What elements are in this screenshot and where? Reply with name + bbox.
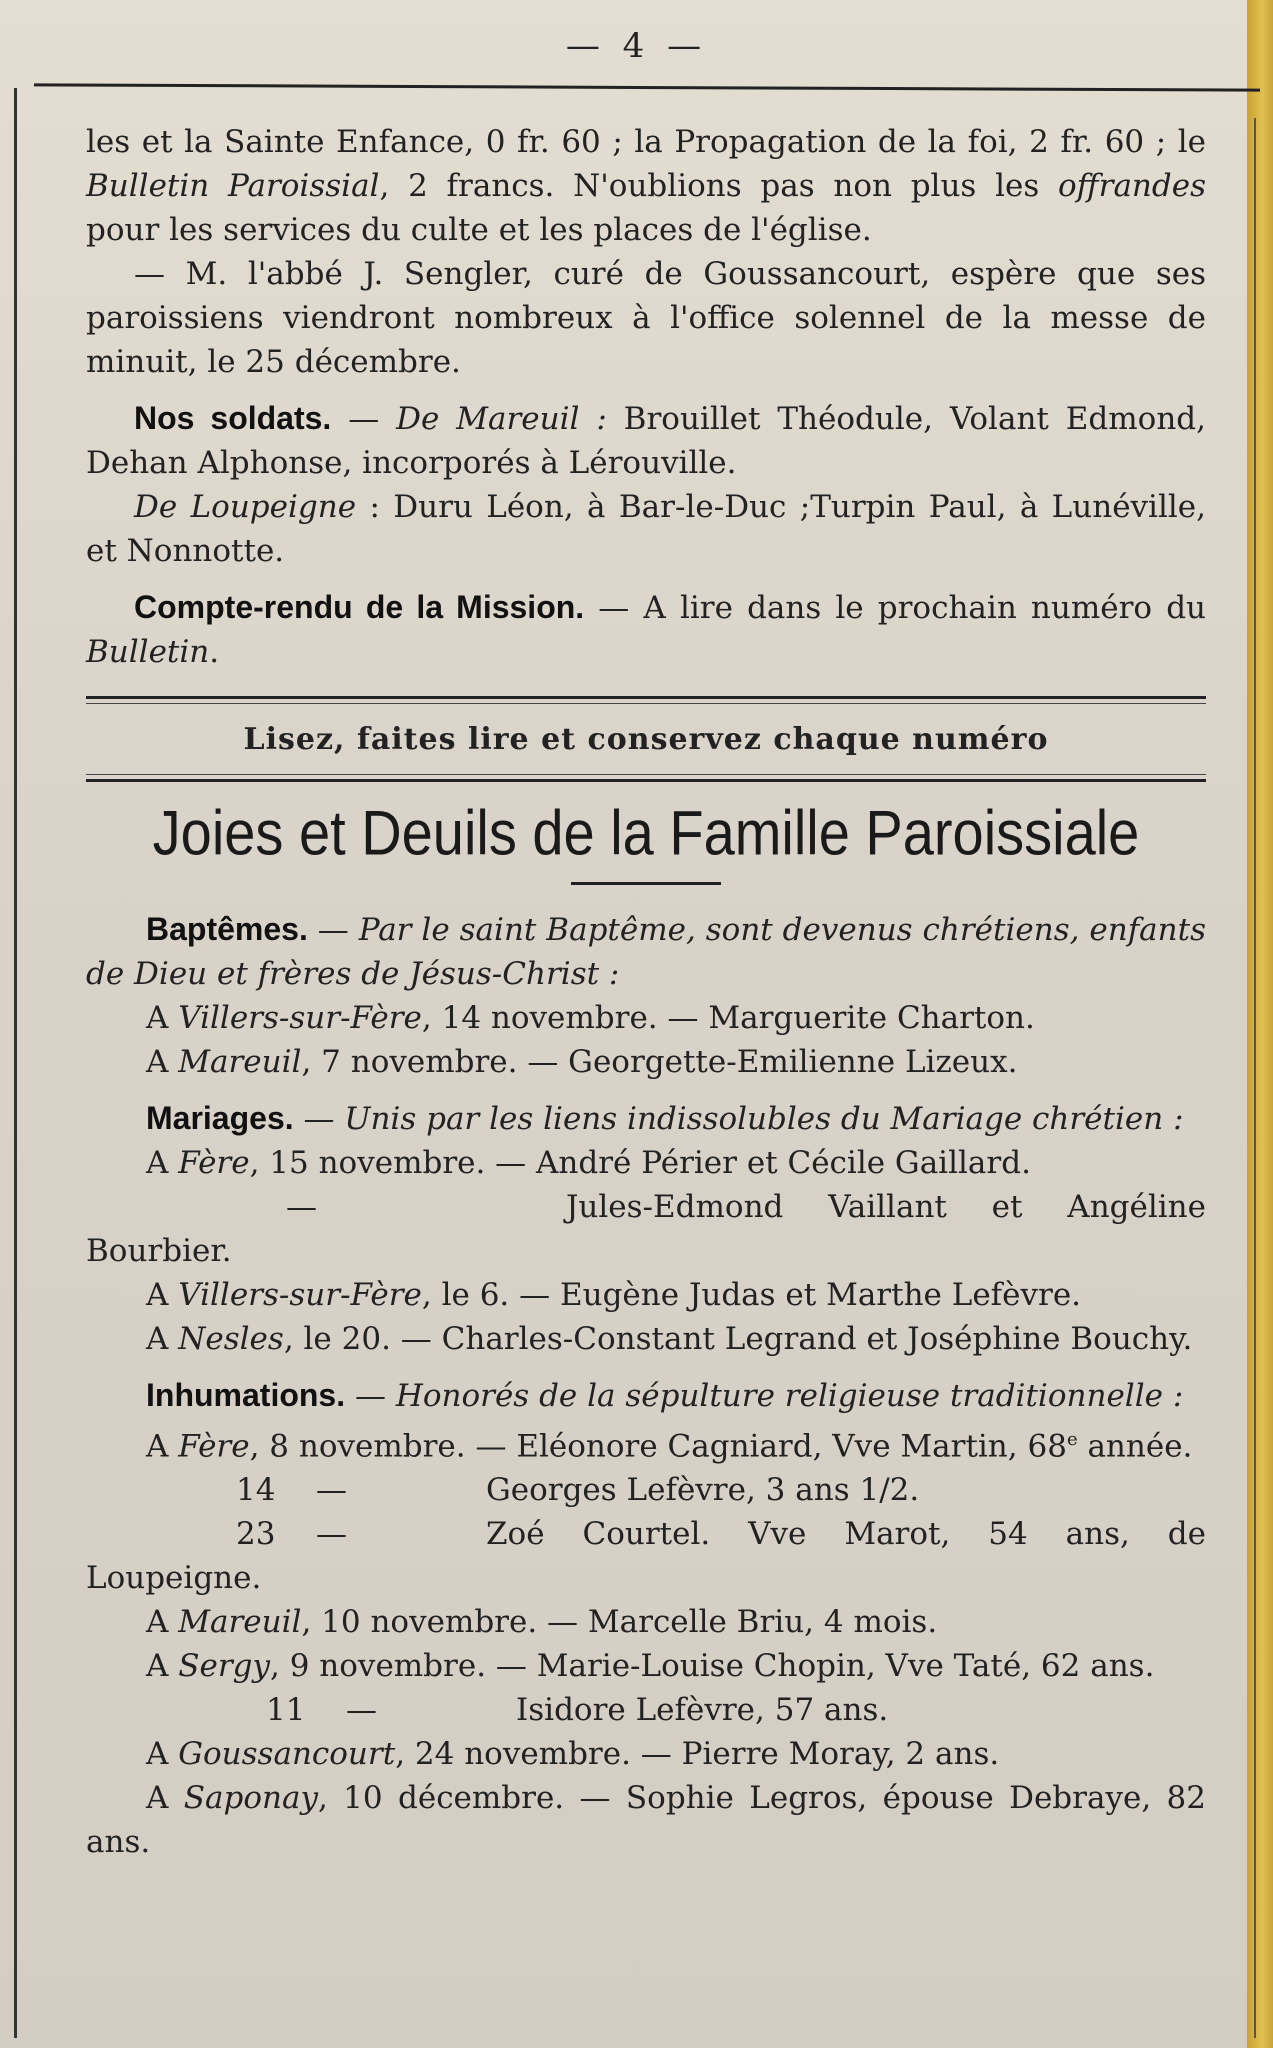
top-rule xyxy=(34,83,1260,91)
list-item: — Jules-Edmond Vaillant et Angéline Bourbier. xyxy=(86,1189,1206,1269)
banner-text: Lisez, faites lire et conservez chaque numéro xyxy=(243,722,1049,757)
inhumations-paragraph: Inhumations. — Honorés de la sépulture religieuse traditionnelle : xyxy=(146,1377,1184,1414)
baptemes-paragraph: Baptêmes. — Par le saint Baptême, sont devenus chrétiens, enfants de Dieu et frères de Jésus-Christ : xyxy=(86,911,1206,992)
article-body xyxy=(86,120,1206,1864)
list-item: A Mareuil, 7 novembre. — Georgette-Emilienne Lizeux. xyxy=(146,1044,1018,1080)
list-item: A Villers-sur-Fère, 14 novembre. — Marguerite Charton. xyxy=(146,1000,1035,1036)
intro-paragraph: les et la Sainte Enfance, 0 fr. 60 ; la Propagation de la foi, 2 fr. 60 ; le Bulletin Paroissial, 2 francs. N'oublions pas non plus les offrandes pour les services du culte et les places de l'église. xyxy=(86,124,1206,248)
inhumations-heading: Inhumations. xyxy=(146,1377,346,1413)
divider xyxy=(86,703,1206,704)
list-item: 14 — Georges Lefèvre, 3 ans 1/2. xyxy=(236,1472,920,1509)
right-border xyxy=(1254,118,1256,2038)
abbe-paragraph: — M. l'abbé J. Sengler, curé de Goussancourt, espère que ses paroissiens viendront nombreux à l'office solennel de la messe de minuit, le 25 décembre. xyxy=(86,256,1206,380)
list-item: A Saponay, 10 décembre. — Sophie Legros, épouse Debraye, 82 ans. xyxy=(86,1780,1206,1861)
divider xyxy=(86,774,1206,775)
list-item: 23 — Zoé Courtel. Vve Marot, 54 ans, de Loupeigne. xyxy=(86,1516,1206,1597)
banner-block xyxy=(86,696,1206,782)
soldats-heading: Nos soldats. xyxy=(134,400,332,436)
list-item: A Nesles, le 20. — Charles-Constant Legrand et Joséphine Bouchy. xyxy=(146,1321,1193,1357)
section-title: Joies et Deuils de la Famille Paroissiale xyxy=(152,797,1140,868)
mariages-paragraph: Mariages. — Unis par les liens indissolubles du Mariage chrétien : xyxy=(146,1100,1184,1137)
baptemes-heading: Baptêmes. xyxy=(146,911,308,947)
page-edge xyxy=(1247,0,1273,2048)
list-item: A Mareuil, 10 novembre. — Marcelle Briu, 4 mois. xyxy=(146,1604,938,1641)
list-item: A Villers-sur-Fère, le 6. — Eugène Judas et Marthe Lefèvre. xyxy=(146,1277,1082,1313)
soldats-paragraph-2: De Loupeigne : Duru Léon, à Bar-le-Duc ;Turpin Paul, à Lunéville, et Nonnotte. xyxy=(86,489,1207,569)
compte-paragraph: Compte-rendu de la Mission. — A lire dans le prochain numéro du Bulletin. xyxy=(86,589,1206,670)
list-item: A Fère, 15 novembre. — André Périer et Cécile Gaillard. xyxy=(146,1145,1031,1181)
title-underline xyxy=(571,882,721,885)
divider xyxy=(86,696,1206,699)
left-border xyxy=(14,88,17,2038)
list-item: A Sergy, 9 novembre. — Marie-Louise Chopin, Vve Taté, 62 ans. xyxy=(146,1648,1155,1685)
compte-heading: Compte-rendu de la Mission. xyxy=(134,589,585,625)
list-item: A Goussancourt, 24 novembre. — Pierre Moray, 2 ans. xyxy=(146,1736,1000,1773)
divider xyxy=(86,779,1206,782)
list-item: A Fère, 8 novembre. — Eléonore Cagniard, Vve Martin, 68e année. xyxy=(146,1428,1193,1465)
list-item: 11 — Isidore Lefèvre, 57 ans. xyxy=(266,1692,889,1729)
page-number: — 4 — xyxy=(565,26,708,66)
mariages-heading: Mariages. xyxy=(146,1100,294,1136)
soldats-paragraph: Nos soldats. — De Mareuil : Brouillet Théodule, Volant Edmond, Dehan Alphonse, incorporés à Lérouville. xyxy=(86,400,1206,481)
